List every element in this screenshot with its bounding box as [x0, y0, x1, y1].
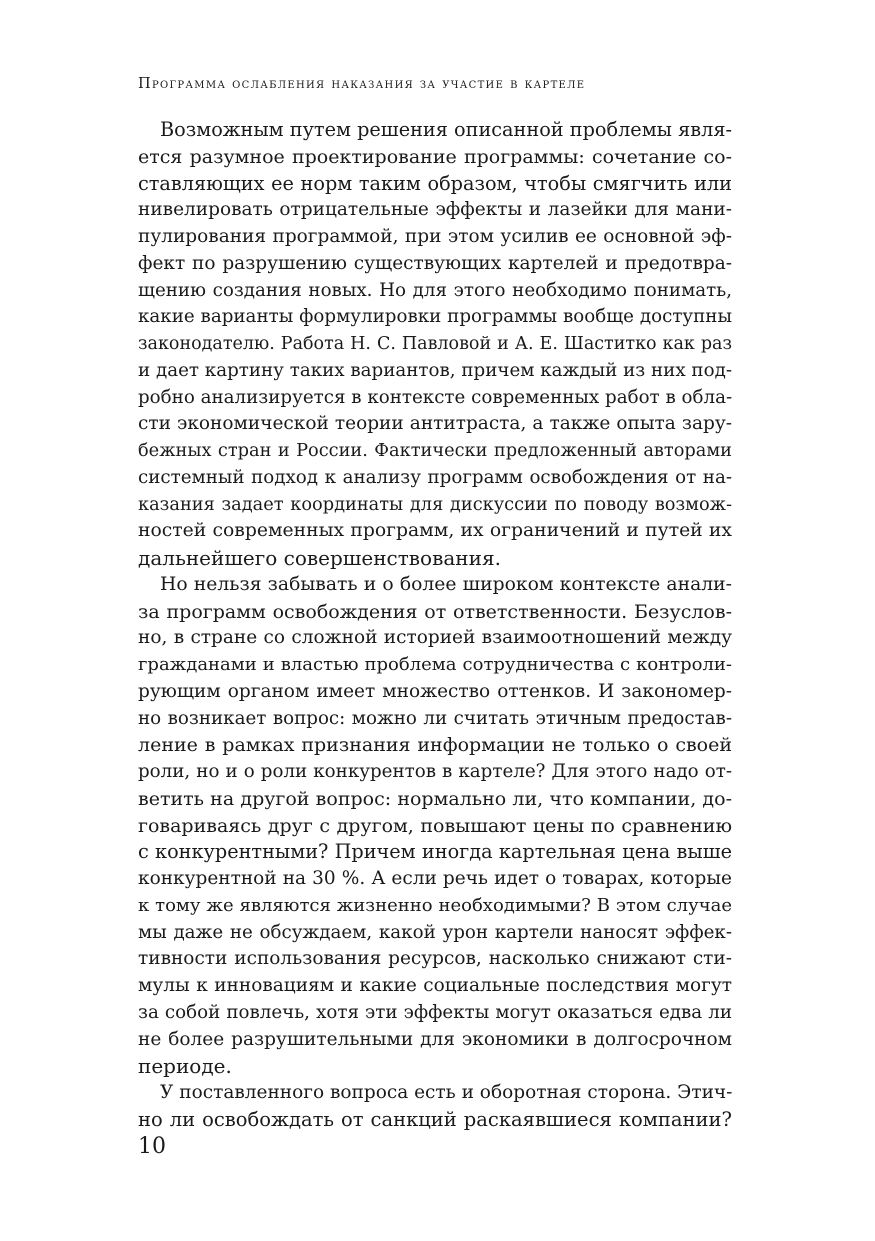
text-line: периоде. [138, 1054, 232, 1079]
text-line: гражданами и властью проблема сотрудничества с контроли- [138, 654, 732, 675]
text-line: пулирования программой, при этом усилив ее основной эф- [138, 226, 732, 247]
text-line: ветить на другой вопрос: нормально ли, что компании, до- [138, 787, 732, 810]
text-line: казания задает координаты для дискуссии по поводу возмож- [138, 494, 732, 515]
text-line: Возможным путем решения описанной проблемы явля- [160, 118, 732, 141]
text-line: но возникает вопрос: можно ли считать этичным предостав- [138, 707, 732, 729]
text-line: за программ освобождения от ответственности. Безуслов- [138, 600, 732, 623]
text-line: ставляющих ее норм таким образом, чтобы смягчить или [138, 171, 732, 195]
paragraph-2 [138, 572, 732, 1080]
text-line: конкурентной на 30 %. А если речь идет о товарах, которые [138, 868, 732, 889]
text-line: за собой повлечь, хотя эти эффекты могут оказаться едва ли [138, 1001, 732, 1023]
text-line: робно анализируется в контексте современных работ в обла- [138, 386, 733, 408]
text-line: и дает картину таких вариантов, причем каждый из них под- [138, 359, 732, 381]
text-line: Но нельзя забывать и о более широком контексте анали- [160, 573, 732, 595]
text-line: но ли освобождать от санкций раскаявшиеся компании? [138, 1107, 732, 1131]
text-line: рующим органом имеет множество оттенков. И закономер- [138, 680, 732, 702]
text-line: сти экономической теории антитраста, а также опыта зару- [138, 413, 732, 435]
text-line: мы даже не обсуждаем, какой урон картели наносят эффек- [138, 921, 732, 943]
text-line: ление в рамках признания информации не только о своей [138, 734, 732, 757]
running-header: Программа ослабления наказания за участие в картеле [138, 76, 586, 92]
text-line: фект по разрушению существующих картелей и предотвра- [138, 252, 732, 274]
text-line: щению создания новых. Но для этого необходимо понимать, [138, 279, 732, 301]
text-line: ностей современных программ, их ограничений и путей их [138, 520, 732, 542]
text-line: какие варианты формулировки программы вообще доступны [138, 306, 732, 328]
text-line: нивелировать отрицательные эффекты и лазейки для мани- [138, 199, 732, 221]
text-line: роли, но и о роли конкурентов в картеле? Для этого надо от- [138, 761, 732, 782]
text-line: У поставленного вопроса есть и оборотная сторона. Этич- [160, 1082, 733, 1103]
text-line: мулы к инновациям и какие социальные последствия могут [138, 975, 732, 996]
paragraph-1 [138, 117, 732, 572]
text-line: законодателю. Работа Н. С. Павловой и А. Е. Шаститко как раз [138, 334, 732, 354]
text-line: бежных стран и России. Фактически предложенный авторами [138, 441, 732, 461]
text-line: с конкурентными? Причем иногда картельная цена выше [138, 840, 732, 864]
text-line: к тому же являются жизненно необходимыми? В этом случае [138, 894, 732, 916]
text-line: не более разрушительными для экономики в долгосрочном [138, 1028, 732, 1050]
text-line: но, в стране со сложной историей взаимоотношений между [138, 627, 732, 649]
text-line: дальнейшего совершенствования. [138, 546, 501, 570]
page-number: 10 [138, 1134, 166, 1159]
body-text [138, 117, 732, 1134]
text-line: ется разумное проектирование программы: сочетание со- [138, 145, 732, 168]
text-line: системный подход к анализу программ освобождения от на- [138, 466, 732, 488]
text-line: говариваясь друг с другом, повышают цены по сравнению [138, 814, 732, 837]
text-line: тивности использования ресурсов, насколько снижают сти- [138, 948, 732, 970]
paragraph-3 [138, 1080, 732, 1134]
